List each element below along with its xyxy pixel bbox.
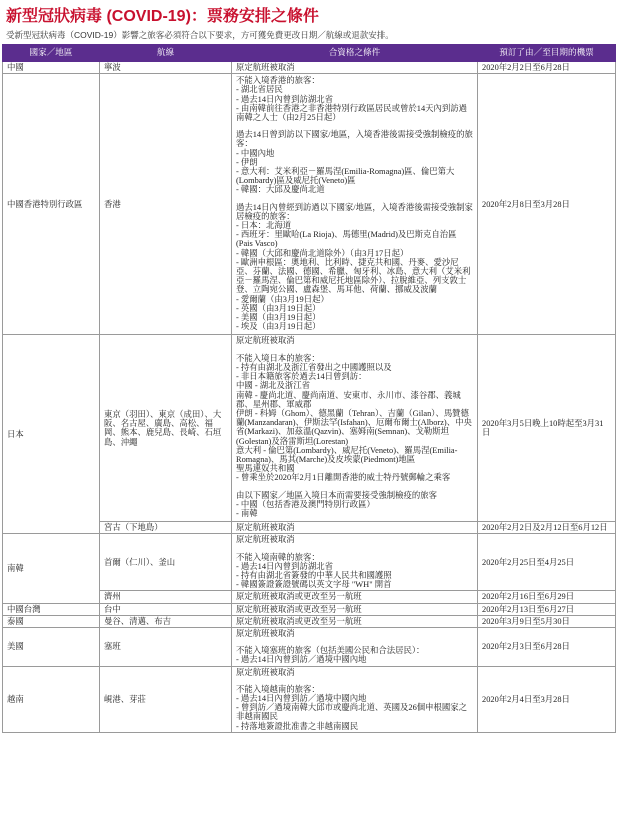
condition-item: - 曾乘坐於2020年2月1日離開香港的威士特丹號郵輪之乘客 <box>236 473 451 483</box>
region-cell: 中國香港特別行政區 <box>3 74 100 335</box>
condition-cell <box>232 666 478 732</box>
condition-heading: 不能入境塞班的旅客（包括美國公民和合法居民）： <box>236 646 425 656</box>
condition-item: - 日本：北海道 <box>236 221 292 231</box>
route-cell: 台中 <box>100 603 232 615</box>
condition-heading: 不能入境越南的旅客： <box>236 684 320 694</box>
dates-cell: 2020年2月4日至3月28日 <box>478 666 616 732</box>
header-conditions: 合資格之條件 <box>232 45 478 62</box>
dates-cell: 2020年3月5日晚上10時起至3月31日 <box>478 335 616 522</box>
condition-item: 南韓 - 慶尚北道、慶尚南道、安東市、永川市、漆谷郡、義城郡、星州郡、軍威郡 <box>236 390 461 409</box>
condition-heading: 過去14日曾到訪以下國家/地區，入境香港後需接受強制檢疫的旅客： <box>236 130 473 149</box>
condition-item: - 過去14日內曾到訪湖北省 <box>236 561 334 571</box>
condition-heading: 不能入境香港的旅客： <box>236 76 320 86</box>
condition-item: - 曾到訪／過境南韓大邱市或慶尚北道、英國及26個申根國家之非越南國民 <box>236 703 468 722</box>
condition-cell <box>232 534 478 591</box>
dates-cell: 2020年2月2日至6月28日 <box>478 62 616 74</box>
region-cell: 中國 <box>3 62 100 74</box>
condition-item: - 埃及（由3月19日起） <box>236 322 321 332</box>
condition-cell <box>232 627 478 666</box>
table-row <box>3 335 616 522</box>
page-subtitle: 受新型冠狀病毒（COVID-19）影響之旅客必須符合以下要求，方可獲免費更改日期／航線或退款安排。 <box>6 30 394 40</box>
condition-cell: 原定航班被取消或更改至另一航班 <box>232 615 478 627</box>
condition-cell: 原定航班被取消或更改至另一航班 <box>232 591 478 603</box>
route-cell: 香港 <box>100 74 232 335</box>
condition-item: - 持有由湖北省簽發的中華人民共和國護照 <box>236 570 392 580</box>
route-cell: 塞班 <box>100 627 232 666</box>
table-row <box>3 627 616 666</box>
region-cell: 越南 <box>3 666 100 732</box>
table-header-row <box>3 45 616 62</box>
condition-item: - 伊朗 <box>236 157 258 167</box>
condition-item: - 持落地簽證批准書之非越南國民 <box>236 721 359 731</box>
condition-item: 原定航班被取消 <box>236 336 295 346</box>
dates-cell: 2020年2月3日至6月28日 <box>478 627 616 666</box>
route-cell: 曼谷、清邁、布吉 <box>100 615 232 627</box>
condition-item: - 西班牙：里歐哈(La Rioja)、馬德里(Madrid)及巴斯克自治區(Pais Vasco) <box>236 230 457 249</box>
condition-item: 聖馬連奴共和國 <box>236 464 295 474</box>
dates-cell: 2020年2月8日至3月28日 <box>478 74 616 335</box>
condition-item: - 中國（包括香港及澳門特別行政區） <box>236 499 375 509</box>
condition-item: - 韓國簽證簽證號碼以英文字母 "WH" 開首 <box>236 580 392 590</box>
condition-item: - 韓國（大邱和慶尚北道除外）（由3月17日起） <box>236 248 409 258</box>
table-row <box>3 615 616 627</box>
table-row <box>3 62 616 74</box>
condition-item: 原定航班被取消 <box>236 535 295 545</box>
condition-item: 原定航班被取消 <box>236 667 295 677</box>
condition-item: - 非日本籍旅客於過去14日曾到訪： <box>236 372 367 382</box>
region-cell: 日本 <box>3 335 100 534</box>
condition-heading: 不能入境南韓的旅客： <box>236 552 320 562</box>
ticketing-conditions-table <box>2 44 616 733</box>
condition-heading: 不能入境日本的旅客： <box>236 353 320 363</box>
table-row <box>3 534 616 591</box>
condition-item: 中國 - 湖北及浙江省 <box>236 381 310 391</box>
condition-item: - 過去14日內曾到訪／過境中國內地 <box>236 693 367 703</box>
route-cell: 峴港、芽莊 <box>100 666 232 732</box>
dates-cell: 2020年3月9日至5月30日 <box>478 615 616 627</box>
page-title: 新型冠狀病毒 (COVID-19)：票務安排之條件 <box>6 8 319 25</box>
condition-item: - 中國內地 <box>236 148 275 158</box>
condition-heading: 過去14日內曾經到訪過以下國家/地區，入境香港後需接受強制家居檢疫的旅客： <box>236 202 473 221</box>
condition-item: 原定航班被取消 <box>236 628 295 638</box>
condition-item: - 湖北省居民 <box>236 85 283 95</box>
condition-item: - 南韓 <box>236 508 258 518</box>
condition-heading: 由以下國家／地區入境日本而需要接受強制檢疫的旅客 <box>236 490 437 500</box>
header-travel-dates: 預訂了由／至目期的機票 <box>478 45 616 62</box>
condition-cell: 原定航班被取消或更改至另一航班 <box>232 603 478 615</box>
condition-item: - 持有由湖北及浙江省發出之中國護照以及 <box>236 362 392 372</box>
condition-item: 意大利 - 倫巴第(Lombardy)、威尼托(Veneto)、羅馬涅(Emilia-Romagna)、馬其(Marche)及皮埃蒙(Piedmont)地區 <box>236 445 458 464</box>
condition-item: - 愛爾蘭（由3月19日起） <box>236 294 329 304</box>
table-row <box>3 74 616 335</box>
condition-item: - 由南韓前往香港之非香港特別行政區居民或曾於14天內到訪過南韓之人士（由2月25日起） <box>236 103 468 123</box>
dates-cell: 2020年2月25日至4月25日 <box>478 534 616 591</box>
condition-item: - 美國（由3月19日起） <box>236 313 321 323</box>
route-cell: 東京（羽田）、東京（成田）、大阪、名古屋、廣島、高松、福岡、熊本、鹿兒島、長崎、石垣島、沖繩 <box>100 335 232 522</box>
condition-cell <box>232 74 478 335</box>
dates-cell: 2020年2月16日至6月29日 <box>478 591 616 603</box>
condition-item: - 英國（由3月19日起） <box>236 303 321 313</box>
route-cell: 宮古（下地島） <box>100 522 232 534</box>
condition-item: - 歐洲申根區：奧地利、比利時、捷克共和國、丹麥、愛沙尼亞、芬蘭、法國、德國、希臘、匈牙利、冰島、意大利（艾米利亞－羅馬涅、倫巴第和威尼托地區除外）、拉脫維亞、列支敦士登、立陶宛公國、盧森堡、馬耳他、荷蘭、挪威及波蘭 <box>236 257 471 295</box>
dates-cell: 2020年2月2日及2月12日至6月12日 <box>478 522 616 534</box>
condition-cell: 原定航班被取消 <box>232 62 478 74</box>
region-cell: 泰國 <box>3 615 100 627</box>
region-cell: 美國 <box>3 627 100 666</box>
route-cell: 寧波 <box>100 62 232 74</box>
condition-cell: 原定航班被取消 <box>232 522 478 534</box>
header-region: 國家／地區 <box>3 45 100 62</box>
route-cell: 濟州 <box>100 591 232 603</box>
table-row <box>3 603 616 615</box>
condition-cell <box>232 335 478 522</box>
route-cell: 首爾（仁川）、釜山 <box>100 534 232 591</box>
condition-item: - 過去14日內曾到訪湖北省 <box>236 94 334 104</box>
table-row <box>3 666 616 732</box>
dates-cell: 2020年2月13日至6月27日 <box>478 603 616 615</box>
condition-item: - 意大利：艾米利亞－羅馬涅(Emilia-Romagna)區、倫巴第大(Lombardy)區及威尼托(Veneto)區 <box>236 167 455 186</box>
header-route: 航線 <box>100 45 232 62</box>
region-cell: 南韓 <box>3 534 100 603</box>
condition-item: - 過去14日內曾到訪／過境中國內地 <box>236 655 367 665</box>
region-cell: 中國台灣 <box>3 603 100 615</box>
condition-item: 伊朗 - 科姆（Ghom）、德黑蘭（Tehran）、吉蘭（Gilan）、馬贊德蘭(Manzandaran)、伊斯法罕(Isfahan)、厄爾布爾士(Alborz)、中央省(Markazi)、加茲溫(Qazvin)、塞姆南(Semnan)、戈勒斯坦(Golestan)及洛雷斯坦(Lorestan) <box>236 408 472 446</box>
condition-item: - 韓國：大邱及慶尚北道 <box>236 185 325 195</box>
